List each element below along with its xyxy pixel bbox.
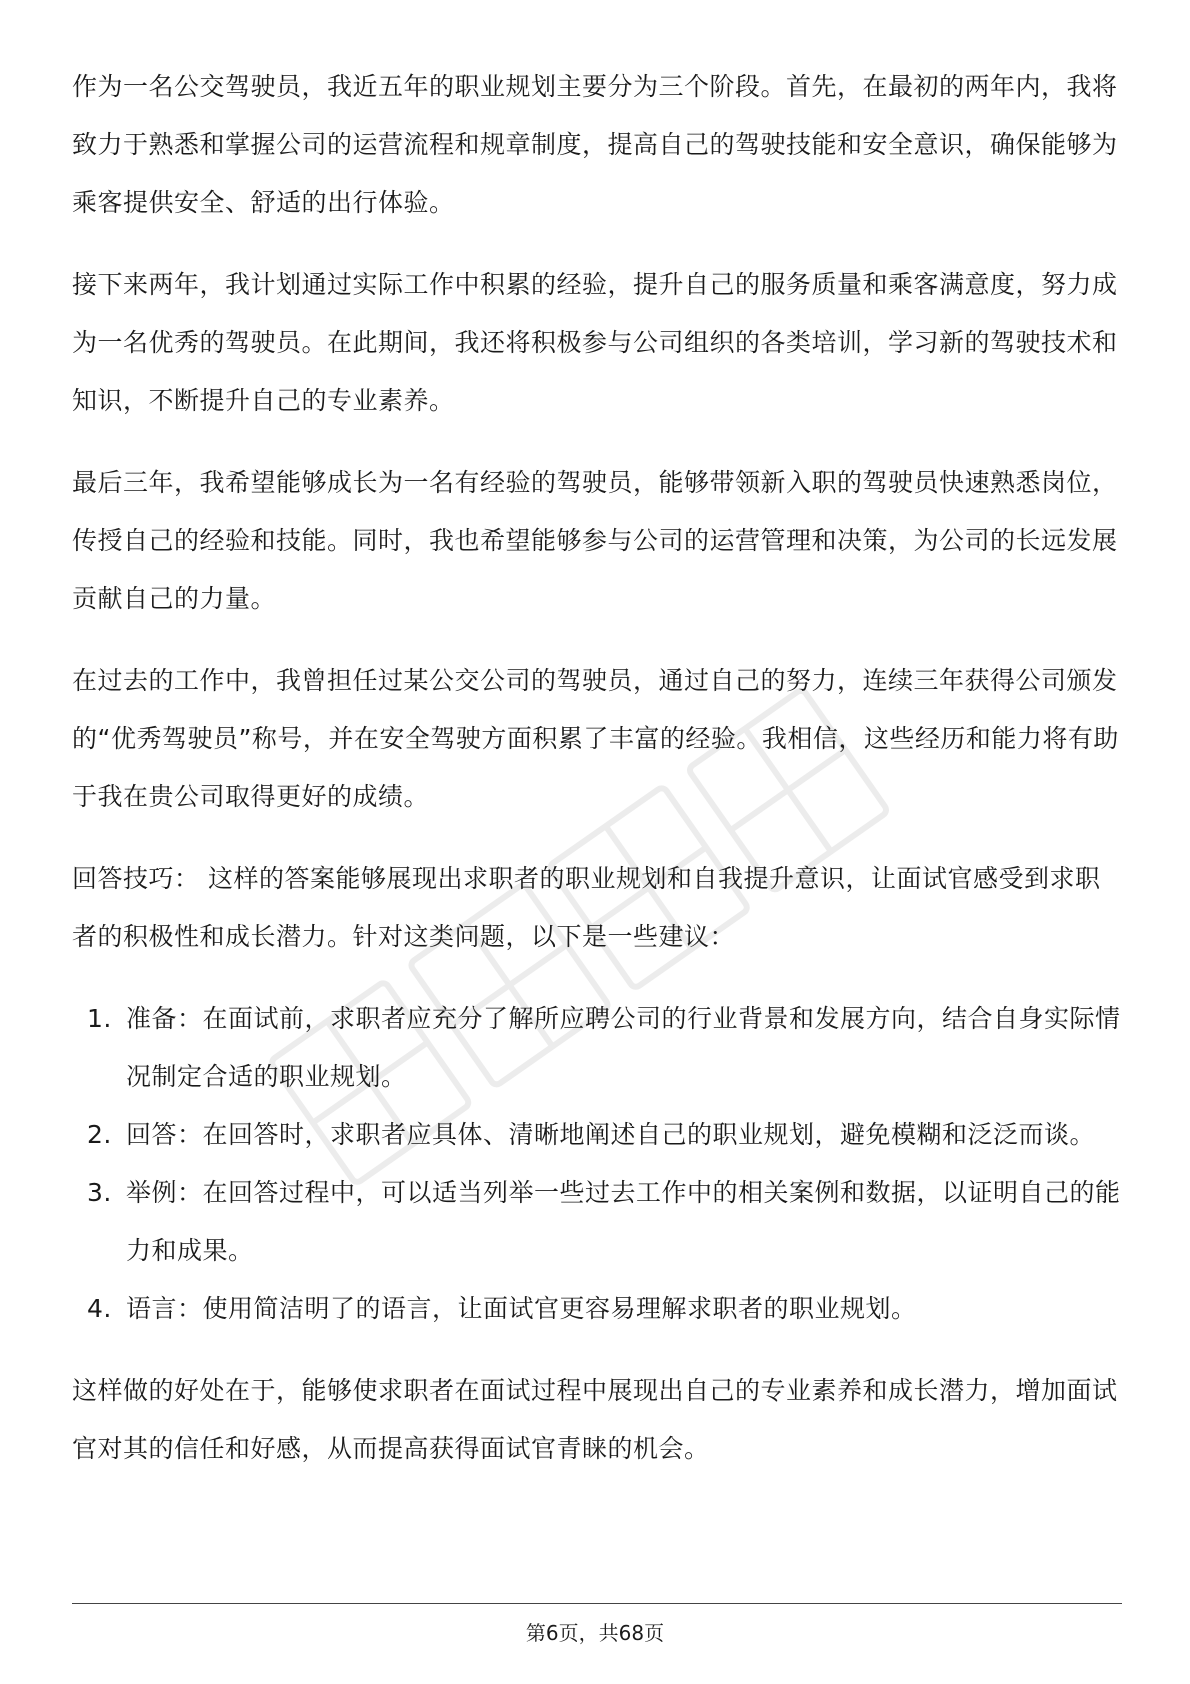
tips-list — [72, 990, 1122, 1338]
paragraph-next-two-years: 接下来两年，我计划通过实际工作中积累的经验，提升自己的服务质量和乘客满意度，努力成为一名优秀的驾驶员。在此期间，我还将积极参与公司组织的各类培训，学习新的驾驶技术和知识，不断提升自己的专业素养。 — [72, 270, 1118, 415]
list-item-text: 准备：在面试前，求职者应充分了解所应聘公司的行业背景和发展方向，结合自身实际情况制定合适的职业规划。 — [126, 1004, 1121, 1091]
main-content — [72, 58, 1122, 1502]
list-item-number: 1. — [87, 1004, 112, 1033]
paragraph-career-plan-intro: 作为一名公交驾驶员，我近五年的职业规划主要分为三个阶段。首先，在最初的两年内，我将致力于熟悉和掌握公司的运营流程和规章制度，提高自己的驾驶技能和安全意识，确保能够为乘客提供安全、舒适的出行体验。 — [72, 72, 1118, 217]
list-item — [72, 1280, 1122, 1338]
paragraph-past-experience: 在过去的工作中，我曾担任过某公交公司的驾驶员，通过自己的努力，连续三年获得公司颁发的“优秀驾驶员”称号，并在安全驾驶方面积累了丰富的经验。我相信，这些经历和能力将有助于我在贵公司取得更好的成绩。 — [72, 666, 1119, 811]
list-item-text: 回答：在回答时，求职者应具体、清晰地阐述自己的职业规划，避免模糊和泛泛而谈。 — [126, 1120, 1096, 1149]
paragraph-answer-tips: 回答技巧： 这样的答案能够展现出求职者的职业规划和自我提升意识，让面试官感受到求职者的积极性和成长潜力。针对这类问题，以下是一些建议： — [72, 864, 1101, 951]
paragraph-closing: 这样做的好处在于，能够使求职者在面试过程中展现出自己的专业素养和成长潜力，增加面试官对其的信任和好感，从而提高获得面试官青睐的机会。 — [72, 1376, 1118, 1463]
paragraph-last-three-years: 最后三年，我希望能够成长为一名有经验的驾驶员，能够带领新入职的驾驶员快速熟悉岗位，传授自己的经验和技能。同时，我也希望能够参与公司的运营管理和决策，为公司的长远发展贡献自己的力量。 — [72, 468, 1118, 613]
list-item — [72, 1106, 1122, 1164]
list-item-number: 3. — [87, 1178, 112, 1207]
list-item — [72, 1164, 1122, 1280]
list-item-text: 语言：使用简洁明了的语言，让面试官更容易理解求职者的职业规划。 — [126, 1294, 917, 1323]
list-item-number: 4. — [87, 1294, 112, 1323]
page-number: 第6页，共68页 — [525, 1621, 665, 1645]
list-item-number: 2. — [87, 1120, 112, 1149]
footer-divider — [72, 1603, 1122, 1604]
list-item-text: 举例：在回答过程中，可以适当列举一些过去工作中的相关案例和数据，以证明自己的能力和成果。 — [126, 1178, 1121, 1265]
list-item — [72, 990, 1122, 1106]
